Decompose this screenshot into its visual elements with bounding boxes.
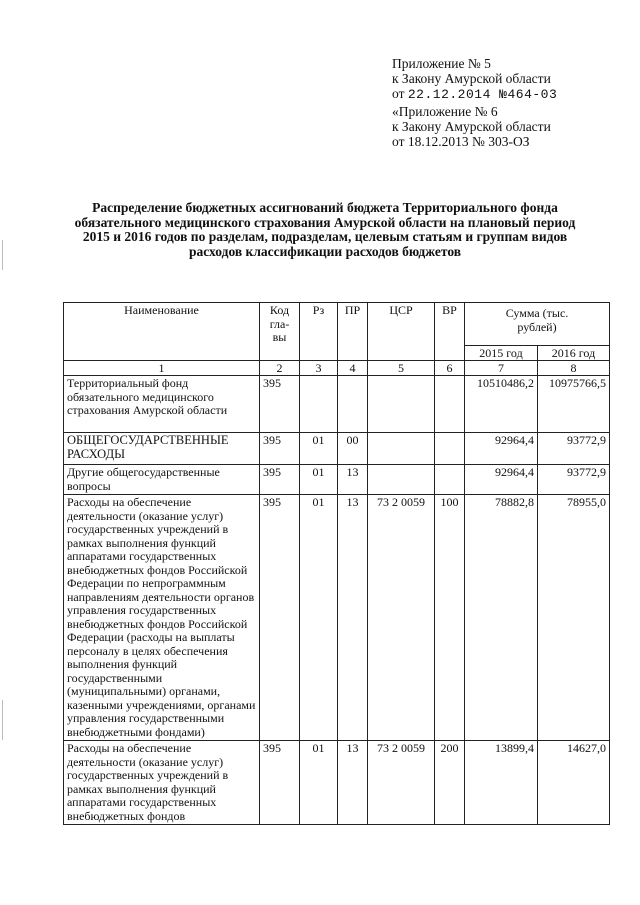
row-rz [300, 376, 338, 433]
header-sum: Сумма (тыс. рублей) [465, 303, 610, 346]
table-header-row [64, 303, 610, 346]
row-2016: 14627,0 [538, 741, 610, 825]
row-vr [435, 433, 465, 465]
row-name: Другие общегосударственные вопросы [64, 465, 260, 495]
row-csr: 73 2 0059 [368, 741, 435, 825]
row-vr: 100 [435, 495, 465, 741]
row-rz: 01 [300, 465, 338, 495]
row-csr [368, 465, 435, 495]
header-vr: ВР [435, 303, 465, 361]
row-code: 395 [260, 433, 300, 465]
header-csr: ЦСР [368, 303, 435, 361]
row-code: 395 [260, 376, 300, 433]
header-code: Код гла-вы [260, 303, 300, 361]
header-rz: Рз [300, 303, 338, 361]
table-row [64, 433, 610, 465]
table-row [64, 376, 610, 433]
budget-table [63, 302, 610, 825]
appendix-header [392, 56, 632, 102]
row-rz: 01 [300, 433, 338, 465]
col-number: 5 [368, 361, 435, 376]
law-date-number: 22.12.2014 №464-03 [407, 87, 558, 102]
row-csr: 73 2 0059 [368, 495, 435, 741]
col-number: 2 [260, 361, 300, 376]
row-2015: 92964,4 [465, 433, 538, 465]
row-pr: 00 [338, 433, 368, 465]
row-2016: 10975766,5 [538, 376, 610, 433]
row-vr [435, 376, 465, 433]
header-name: Наименование [64, 303, 260, 361]
row-csr [368, 376, 435, 433]
row-pr [338, 376, 368, 433]
appendix-number: Приложение № 5 [392, 56, 491, 71]
table-row [64, 741, 610, 825]
row-code: 395 [260, 741, 300, 825]
col-number: 4 [338, 361, 368, 376]
row-2016: 93772,9 [538, 465, 610, 495]
row-name: Расходы на обеспечение деятельности (оказание услуг) государственных учреждений в рамках выполнения функций аппаратами государственных внебюджетных фондов [64, 741, 260, 825]
scan-edge-mark [2, 240, 3, 270]
law-date-line: от 18.12.2013 № 303-ОЗ [392, 134, 530, 149]
header-2016: 2016 год [538, 346, 610, 361]
table-row [64, 465, 610, 495]
row-2015: 92964,4 [465, 465, 538, 495]
col-number: 6 [435, 361, 465, 376]
column-number-row [64, 361, 610, 376]
col-number: 8 [538, 361, 610, 376]
row-2015: 10510486,2 [465, 376, 538, 433]
col-number: 7 [465, 361, 538, 376]
header-2015: 2015 год [465, 346, 538, 361]
row-name: Расходы на обеспечение деятельности (оказание услуг) государственных учреждений в рамках выполнения функций аппаратами государственных внебюджетных фондов Российской Федерации по непрограммным направлениям деятельности органов управления государственных внебюджетных фондов Российской Федерации (расходы на выплаты персоналу в целях обеспечения выполнения функций государственными (муниципальными) органами, казенными учреждениями, органами управления государственными внебюджетными фондами) [64, 495, 260, 741]
law-reference: к Закону Амурской области [392, 71, 551, 86]
row-vr [435, 465, 465, 495]
row-rz: 01 [300, 741, 338, 825]
row-2016: 78955,0 [538, 495, 610, 741]
row-rz: 01 [300, 495, 338, 741]
law-date-line: от 22.12.2014 №464-03 [392, 86, 558, 102]
scan-edge-mark [2, 700, 3, 740]
row-code: 395 [260, 465, 300, 495]
document-title: Распределение бюджетных ассигнований бюджета Территориального фонда обязательного медицинского страхования Амурской области на плановый период 2015 и 2016 годов по разделам, подразделам, целевым статьям и группам видов расходов классификации расходов бюджетов [74, 200, 576, 259]
row-csr [368, 433, 435, 465]
row-pr: 13 [338, 465, 368, 495]
row-name: Территориальный фонд обязательного медицинского страхования Амурской области [64, 376, 260, 433]
law-reference: к Закону Амурской области [392, 119, 551, 134]
row-2015: 78882,8 [465, 495, 538, 741]
row-2016: 93772,9 [538, 433, 610, 465]
appendix-number: «Приложение № 6 [392, 104, 498, 119]
previous-appendix-header [392, 104, 632, 149]
row-name: ОБЩЕГОСУДАРСТВЕННЫЕ РАСХОДЫ [64, 433, 260, 465]
row-code: 395 [260, 495, 300, 741]
row-2015: 13899,4 [465, 741, 538, 825]
col-number: 3 [300, 361, 338, 376]
col-number: 1 [64, 361, 260, 376]
row-pr: 13 [338, 495, 368, 741]
table-row [64, 495, 610, 741]
header-pr: ПР [338, 303, 368, 361]
row-vr: 200 [435, 741, 465, 825]
row-pr: 13 [338, 741, 368, 825]
